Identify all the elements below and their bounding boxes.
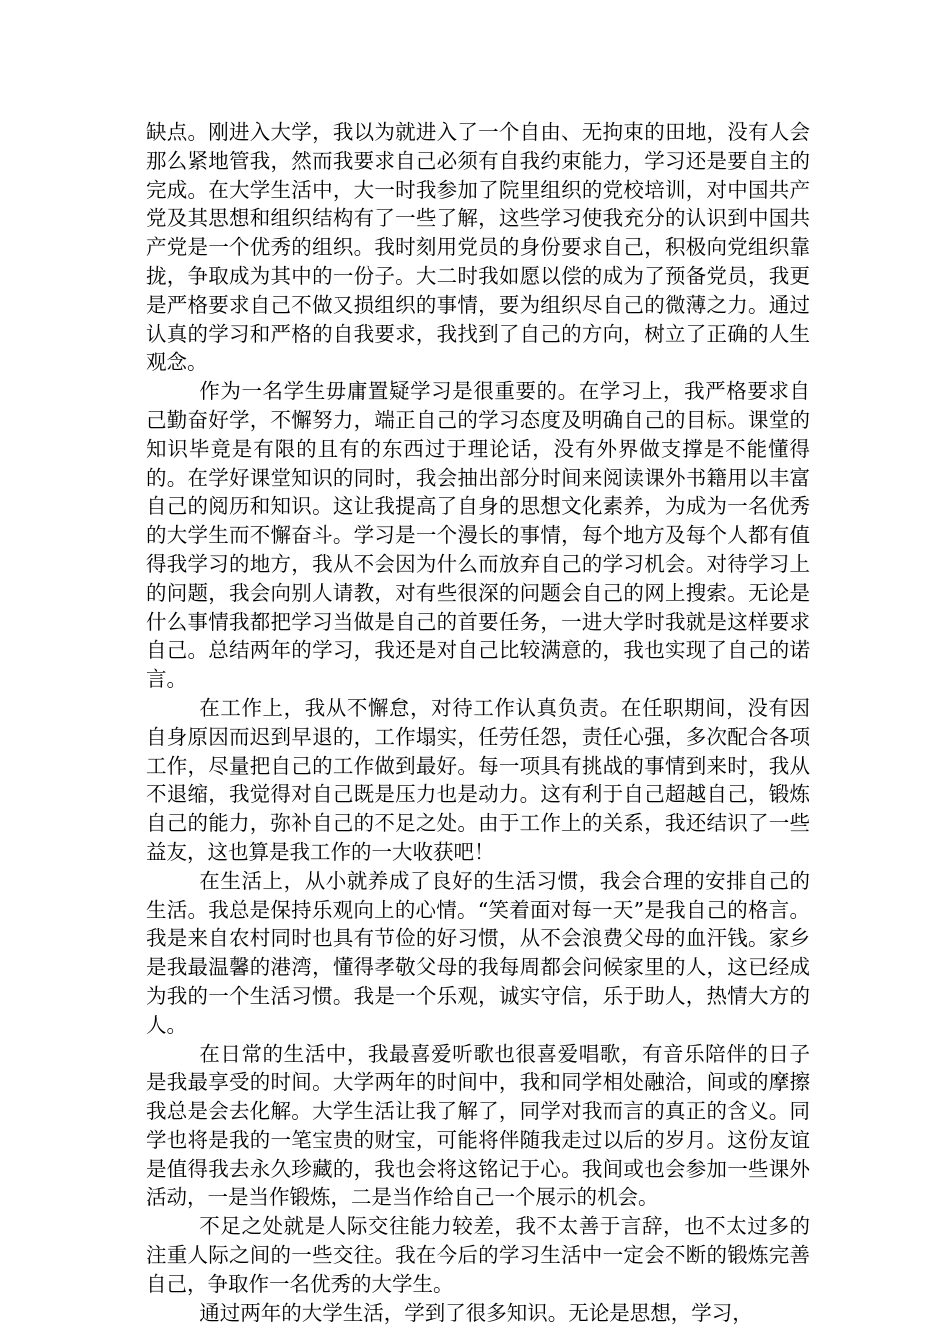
paragraph-shortcomings: 不足之处就是人际交往能力较差，我不太善于言辞，也不太过多的注重人际之间的一些交往。我在今后的学习生活中一定会不断的锻炼完善自己，争取作一名优秀的大学生。 bbox=[146, 1214, 810, 1296]
paragraph-daily-life: 在日常的生活中，我最喜爱听歌也很喜爱唱歌，有音乐陪伴的日子是我最享受的时间。大学两年的时间中，我和同学相处融洽，间或的摩擦我总是会去化解。大学生活让我了解了，同学对我而言的真正的含义。同学也将是我的一笔宝贵的财宝，可能将伴随我走过以后的岁月。这份友谊是值得我去永久珍藏的，我也会将这铭记于心。我间或也会参加一些课外活动，一是当作锻炼，二是当作给自己一个展示的机会。 bbox=[146, 1041, 810, 1210]
paragraph-self-discipline: 缺点。刚进入大学，我以为就进入了一个自由、无拘束的田地，没有人会那么紧地管我，然而我要求自己必须有自我约束能力，学习还是要自主的完成。在大学生活中，大一时我参加了院里组织的党校培训，对中国共产党及其思想和组织结构有了一些了解，这些学习使我充分的认识到中国共产党是一个优秀的组织。我时刻用党员的身份要求自己，积极向党组织靠拢，争取成为其中的一份子。大二时我如愿以偿的成为了预备党员，我更是严格要求自己不做又损组织的事情，要为组织尽自己的微薄之力。通过认真的学习和严格的自我要求，我找到了自己的方向，树立了正确的人生观念。 bbox=[146, 120, 810, 375]
paragraph-conclusion: 通过两年的大学生活，学到了很多知识。无论是思想，学习， bbox=[199, 1300, 753, 1325]
paragraph-study: 作为一名学生毋庸置疑学习是很重要的。在学习上，我严格要求自己勤奋好学，不懈努力，端正自己的学习态度及明确自己的目标。课堂的知识毕竟是有限的且有的东西过于理论话，没有外界做支撑是不能懂得的。在学好课堂知识的同时，我会抽出部分时间来阅读课外书籍用以丰富自己的阅历和知识。这让我提高了自身的思想文化素养，为成为一名优秀的大学生而不懈奋斗。学习是一个漫长的事情，每个地方及每个人都有值得我学习的地方，我从不会因为什么而放弃自己的学习机会。对待学习上的问题，我会向别人请教，对有些很深的问题会自己的网上搜索。无论是什么事情我都把学习当做是自己的首要任务，一进大学时我就是这样要求自己。总结两年的学习，我还是对自己比较满意的，我也实现了自己的诺言。 bbox=[146, 379, 810, 692]
paragraph-work: 在工作上，我从不懈怠，对待工作认真负责。在任职期间，没有因自身原因而迟到早退的，工作塌实，任劳任怨，责任心强，多次配合各项工作，尽量把自己的工作做到最好。每一项具有挑战的事情到来时，我从不退缩，我觉得对自己既是压力也是动力。这有利于自己超越自己，锻炼自己的能力，弥补自己的不足之处。由于工作上的关系，我还结识了一些益友，这也算是我工作的一大收获吧！ bbox=[146, 695, 810, 864]
document-page bbox=[146, 118, 810, 1327]
paragraph-life: 在生活上，从小就养成了良好的生活习惯，我会合理的安排自己的生活。我总是保持乐观向上的心情。“笑着面对每一天”是我自己的格言。我是来自农村同时也具有节俭的好习惯，从不会浪费父母的血汗钱。家乡是我最温馨的港湾，懂得孝敬父母的我每周都会问候家里的人，这已经成为我的一个生活习惯。我是一个乐观，诚实守信，乐于助人，热情大方的人。 bbox=[146, 868, 810, 1037]
